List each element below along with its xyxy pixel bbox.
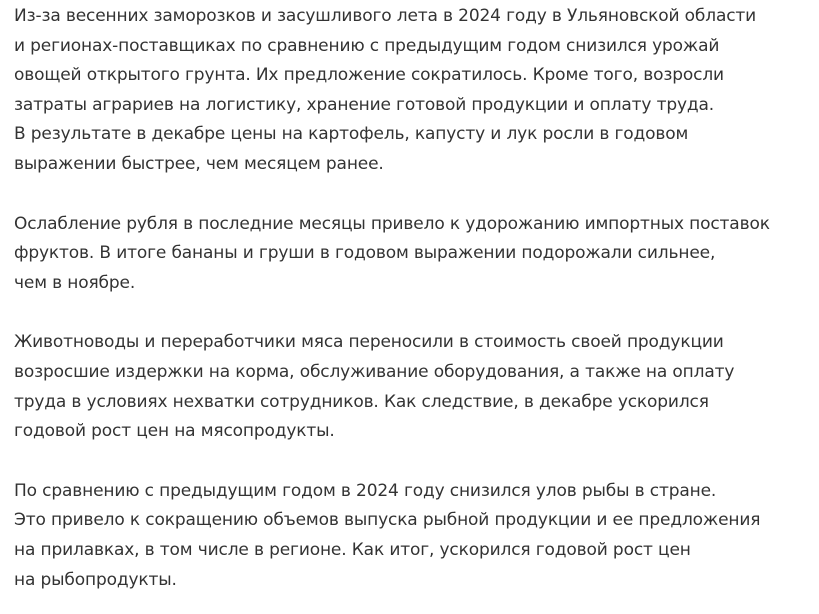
text-line: возросшие издержки на корма, обслуживание оборудования, а также на оплату <box>14 361 735 382</box>
text-line: труда в условиях нехватки сотрудников. Как следствие, в декабре ускорился <box>14 391 709 412</box>
paragraph-fish <box>14 477 814 595</box>
text-line: на рыбопродукты. <box>14 569 177 590</box>
text-line: овощей открытого грунта. Их предложение сократилось. Кроме того, возросли <box>14 65 724 86</box>
text-line: Это привело к сокращению объемов выпуска рыбной продукции и ее предложения <box>14 510 761 531</box>
text-line: годовой рост цен на мясопродукты. <box>14 421 335 442</box>
article-body <box>14 2 814 595</box>
text-line: затраты аграриев на логистику, хранение готовой продукции и оплату труда. <box>14 94 715 115</box>
text-line: на прилавках, в том числе в регионе. Как итог, ускорился годовой рост цен <box>14 539 691 560</box>
paragraph-fruits <box>14 210 814 299</box>
text-line: По сравнению с предыдущим годом в 2024 году снизился улов рыбы в стране. <box>14 480 717 501</box>
text-line: Животноводы и переработчики мяса переносили в стоимость своей продукции <box>14 332 724 353</box>
text-line: выражении быстрее, чем месяцем ранее. <box>14 153 384 174</box>
paragraph-meat <box>14 328 814 446</box>
text-line: чем в ноябре. <box>14 272 136 293</box>
text-line: Ослабление рубля в последние месяцы привело к удорожанию импортных поставок <box>14 213 770 234</box>
text-line: В результате в декабре цены на картофель, капусту и лук росли в годовом <box>14 124 689 145</box>
text-line: Из-за весенних заморозков и засушливого лета в 2024 году в Ульяновской области <box>14 6 757 26</box>
text-line: и регионах-поставщиках по сравнению с предыдущим годом снизился урожай <box>14 35 720 56</box>
paragraph-vegetables <box>14 2 814 180</box>
text-line: фруктов. В итоге бананы и груши в годовом выражении подорожали сильнее, <box>14 243 716 264</box>
